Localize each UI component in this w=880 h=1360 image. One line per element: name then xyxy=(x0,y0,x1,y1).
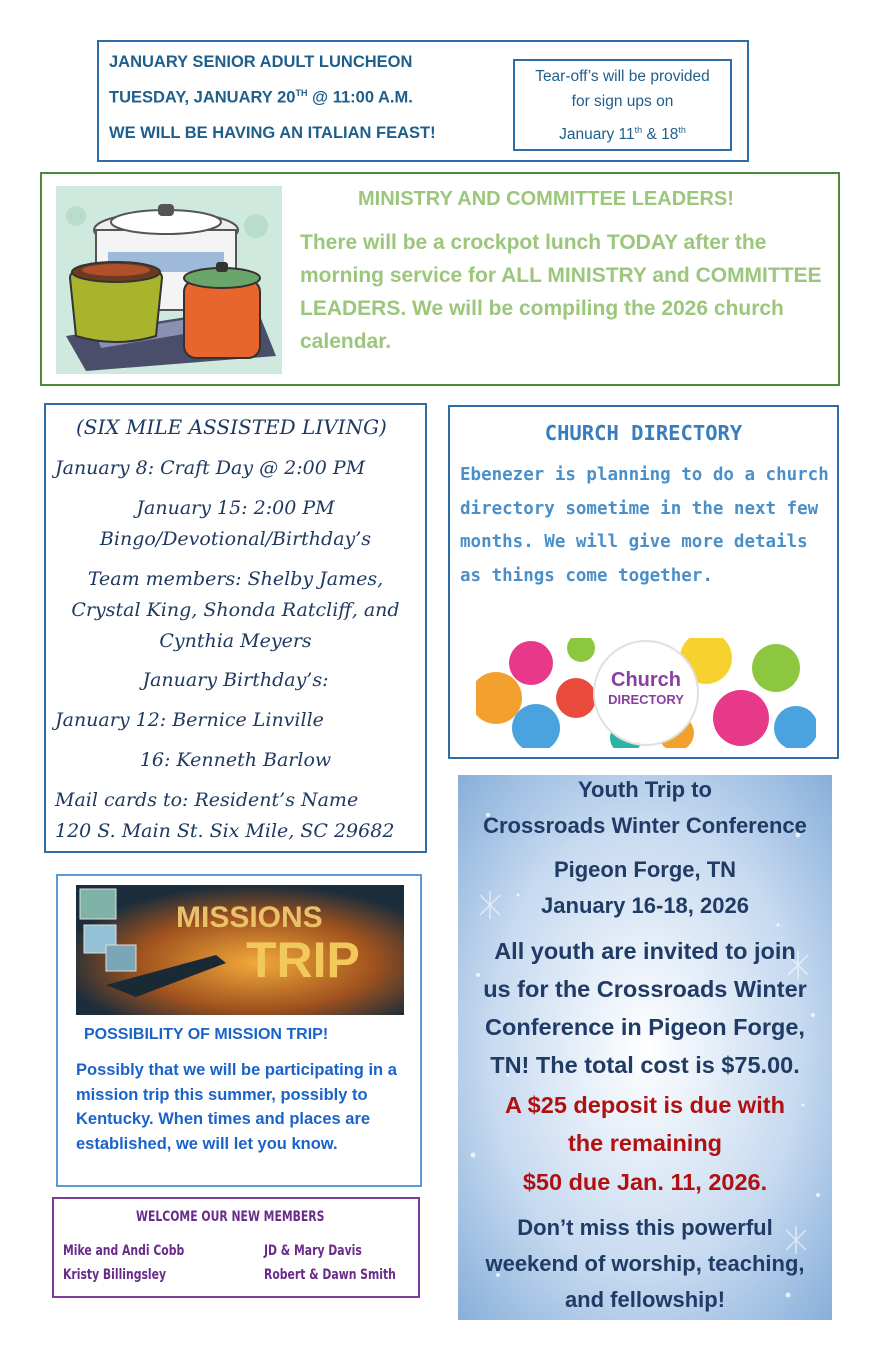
ministry-title: MINISTRY AND COMMITTEE LEADERS! xyxy=(358,188,734,210)
six-mile-line: Mail cards to: Resident’s Name xyxy=(55,789,359,811)
missions-box xyxy=(56,874,422,1187)
tearoff-line-3: January 11th & 18th xyxy=(559,125,686,144)
tearoff-line-2: for sign ups on xyxy=(571,93,674,110)
youth-line: Conference in Pigeon Forge, xyxy=(485,1014,805,1040)
church-directory-box xyxy=(448,405,839,759)
luncheon-title: JANUARY SENIOR ADULT LUNCHEON xyxy=(109,53,413,71)
ministry-leaders-box xyxy=(40,172,840,386)
youth-line: Youth Trip to xyxy=(577,777,712,802)
youth-line: Crossroads Winter Conference xyxy=(483,813,807,838)
six-mile-line: Bingo/Devotional/Birthday’s xyxy=(99,528,372,550)
youth-line: us for the Crossroads Winter xyxy=(483,976,807,1002)
six-mile-line: January 12: Bernice Linville xyxy=(55,709,324,731)
youth-line: and fellowship! xyxy=(564,1287,726,1312)
youth-deposit-line: the remaining xyxy=(567,1130,723,1156)
youth-line: All youth are invited to join xyxy=(494,938,796,964)
missions-image-text-1: MISSIONS xyxy=(176,901,323,934)
youth-line: Pigeon Forge, TN xyxy=(553,857,737,882)
six-mile-line: January 8: Craft Day @ 2:00 PM xyxy=(55,457,366,479)
six-mile-title: (SIX MILE ASSISTED LIVING) xyxy=(76,415,387,439)
directory-title: CHURCH DIRECTORY xyxy=(544,421,743,445)
six-mile-line: January Birthday’s: xyxy=(142,669,329,691)
youth-line: Don’t miss this powerful xyxy=(517,1215,773,1240)
welcome-title: WELCOME OUR NEW MEMBERS xyxy=(136,1209,325,1225)
luncheon-date: TUESDAY, JANUARY 20TH @ 11:00 A.M. xyxy=(109,88,413,107)
youth-trip-panel xyxy=(458,775,832,1320)
tearoff-line-1: Tear-off’s will be provided xyxy=(535,68,710,85)
member-name: JD & Mary Davis xyxy=(264,1243,362,1259)
six-mile-line: January 15: 2:00 PM xyxy=(136,497,335,519)
six-mile-line: 120 S. Main St. Six Mile, SC 29682 xyxy=(55,820,395,842)
church-directory-image xyxy=(476,638,816,748)
directory-image-text-1: Church xyxy=(611,669,681,691)
luncheon-box xyxy=(97,40,749,162)
six-mile-line: Team members: Shelby James, xyxy=(87,568,384,590)
youth-line: January 16-18, 2026 xyxy=(541,893,749,918)
youth-deposit-line: $50 due Jan. 11, 2026. xyxy=(522,1169,768,1195)
tearoff-note-box xyxy=(513,59,732,151)
directory-image-text-2: DIRECTORY xyxy=(608,692,684,707)
mission-trip-title: POSSIBILITY OF MISSION TRIP! xyxy=(84,1026,329,1043)
missions-image-text-2: TRIP xyxy=(246,932,360,988)
member-name: Mike and Andi Cobb xyxy=(63,1243,185,1259)
youth-line: TN! The total cost is $75.00. xyxy=(490,1052,800,1078)
luncheon-menu: WE WILL BE HAVING AN ITALIAN FEAST! xyxy=(109,124,436,142)
directory-body: Ebenezer is planning to do a church directory sometime in the next few months. We will give more details as things come together. xyxy=(460,465,829,586)
six-mile-line: 16: Kenneth Barlow xyxy=(139,749,332,771)
six-mile-box xyxy=(44,403,427,853)
member-name: Kristy Billingsley xyxy=(63,1267,167,1283)
member-name: Robert & Dawn Smith xyxy=(264,1267,396,1283)
youth-deposit-line: A $25 deposit is due with xyxy=(505,1092,785,1118)
missions-trip-image xyxy=(76,885,404,1015)
crockpot-illustration xyxy=(56,186,282,374)
six-mile-line: Cynthia Meyers xyxy=(159,630,312,652)
six-mile-line: Crystal King, Shonda Ratcliff, and xyxy=(71,599,400,621)
youth-line: weekend of worship, teaching, xyxy=(485,1251,805,1276)
mission-trip-body: Possibly that we will be participating in a mission trip this summer, possibly to Kentucky. When times and places are established, we will let you know. xyxy=(76,1061,397,1154)
welcome-members-box xyxy=(52,1197,420,1298)
ministry-body: There will be a crockpot lunch TODAY after the morning service for ALL MINISTRY and COMMITTEE LEADERS. We will be compiling the 2026 church calendar. xyxy=(300,231,822,353)
